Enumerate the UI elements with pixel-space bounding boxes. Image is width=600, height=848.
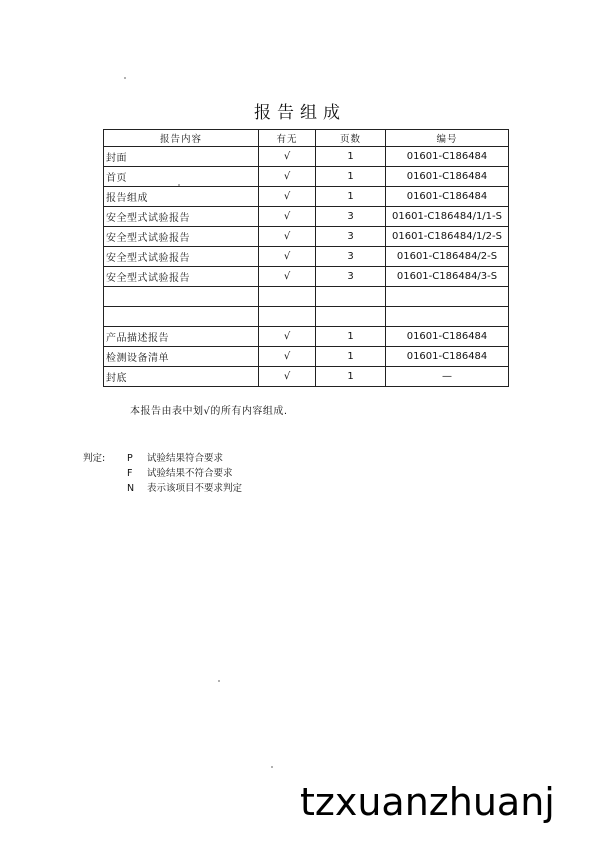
table-row (104, 187, 509, 207)
table-row (104, 227, 509, 247)
table-row (104, 267, 509, 287)
judgement-label: 判定: (83, 453, 106, 464)
report-composition-table (103, 129, 509, 387)
judgement-code: P (127, 453, 133, 464)
cell-pages (316, 307, 386, 327)
header-pages: 页数 (316, 130, 386, 147)
page-title: 报告组成 (254, 103, 346, 123)
cell-content: 检测设备清单 (104, 347, 259, 367)
cell-pages: 3 (316, 267, 386, 287)
header-number: 编号 (386, 130, 509, 147)
cell-pages: 1 (316, 187, 386, 207)
cell-content: 安全型式试验报告 (104, 207, 259, 227)
cell-content: 安全型式试验报告 (104, 267, 259, 287)
cell-number: 01601-C186484/2-S (386, 247, 509, 267)
cell-number: 01601-C186484 (386, 187, 509, 207)
cell-has: √ (259, 207, 316, 227)
table-row (104, 247, 509, 267)
cell-number: 01601-C186484/1/2-S (386, 227, 509, 247)
cell-pages: 3 (316, 207, 386, 227)
cell-has: √ (259, 147, 316, 167)
scan-speck (218, 680, 220, 682)
cell-content: 首页 (104, 167, 259, 187)
judgement-code: F (127, 468, 133, 479)
judgement-item-n (127, 481, 242, 496)
composition-note: 本报告由表中划√的所有内容组成. (130, 406, 288, 417)
cell-pages: 1 (316, 167, 386, 187)
cell-number: 01601-C186484 (386, 327, 509, 347)
cell-has: √ (259, 247, 316, 267)
cell-pages: 1 (316, 147, 386, 167)
table-row (104, 327, 509, 347)
cell-content (104, 307, 259, 327)
cell-pages: 1 (316, 347, 386, 367)
cell-has: √ (259, 367, 316, 387)
cell-number: 01601-C186484 (386, 147, 509, 167)
cell-number: 01601-C186484 (386, 347, 509, 367)
cell-content: 产品描述报告 (104, 327, 259, 347)
scan-speck (178, 184, 180, 186)
table-row (104, 287, 509, 307)
cell-has: √ (259, 227, 316, 247)
cell-pages: 1 (316, 367, 386, 387)
table-row (104, 347, 509, 367)
cell-number (386, 307, 509, 327)
cell-has (259, 307, 316, 327)
cell-number: 01601-C186484/1/1-S (386, 207, 509, 227)
cell-content: 封底 (104, 367, 259, 387)
judgement-text: 试验结果不符合要求 (147, 468, 233, 479)
watermark-text: tzxuanzhuanj (300, 780, 555, 824)
cell-number: 01601-C186484/3-S (386, 267, 509, 287)
scan-speck (124, 77, 126, 79)
cell-pages: 3 (316, 227, 386, 247)
cell-content: 报告组成 (104, 187, 259, 207)
cell-has (259, 287, 316, 307)
cell-pages (316, 287, 386, 307)
judgement-text: 试验结果符合要求 (147, 453, 224, 464)
cell-has: √ (259, 327, 316, 347)
cell-has: √ (259, 267, 316, 287)
table-row (104, 147, 509, 167)
cell-number: 01601-C186484 (386, 167, 509, 187)
judgement-text: 表示该项目不要求判定 (147, 483, 243, 494)
cell-has: √ (259, 347, 316, 367)
header-has: 有无 (259, 130, 316, 147)
table-header-row (104, 130, 509, 147)
scan-speck (271, 766, 273, 768)
cell-pages: 3 (316, 247, 386, 267)
table-row (104, 207, 509, 227)
judgement-item-p (127, 451, 223, 466)
cell-number: — (386, 367, 509, 387)
cell-content: 安全型式试验报告 (104, 227, 259, 247)
cell-has: √ (259, 187, 316, 207)
judgement-code: N (127, 483, 135, 494)
cell-has: √ (259, 167, 316, 187)
cell-content: 安全型式试验报告 (104, 247, 259, 267)
cell-content: 封面 (104, 147, 259, 167)
table-row (104, 167, 509, 187)
header-content: 报告内容 (104, 130, 259, 147)
judgement-item-f (127, 466, 233, 481)
table-row (104, 367, 509, 387)
cell-content (104, 287, 259, 307)
cell-number (386, 287, 509, 307)
table-row (104, 307, 509, 327)
cell-pages: 1 (316, 327, 386, 347)
